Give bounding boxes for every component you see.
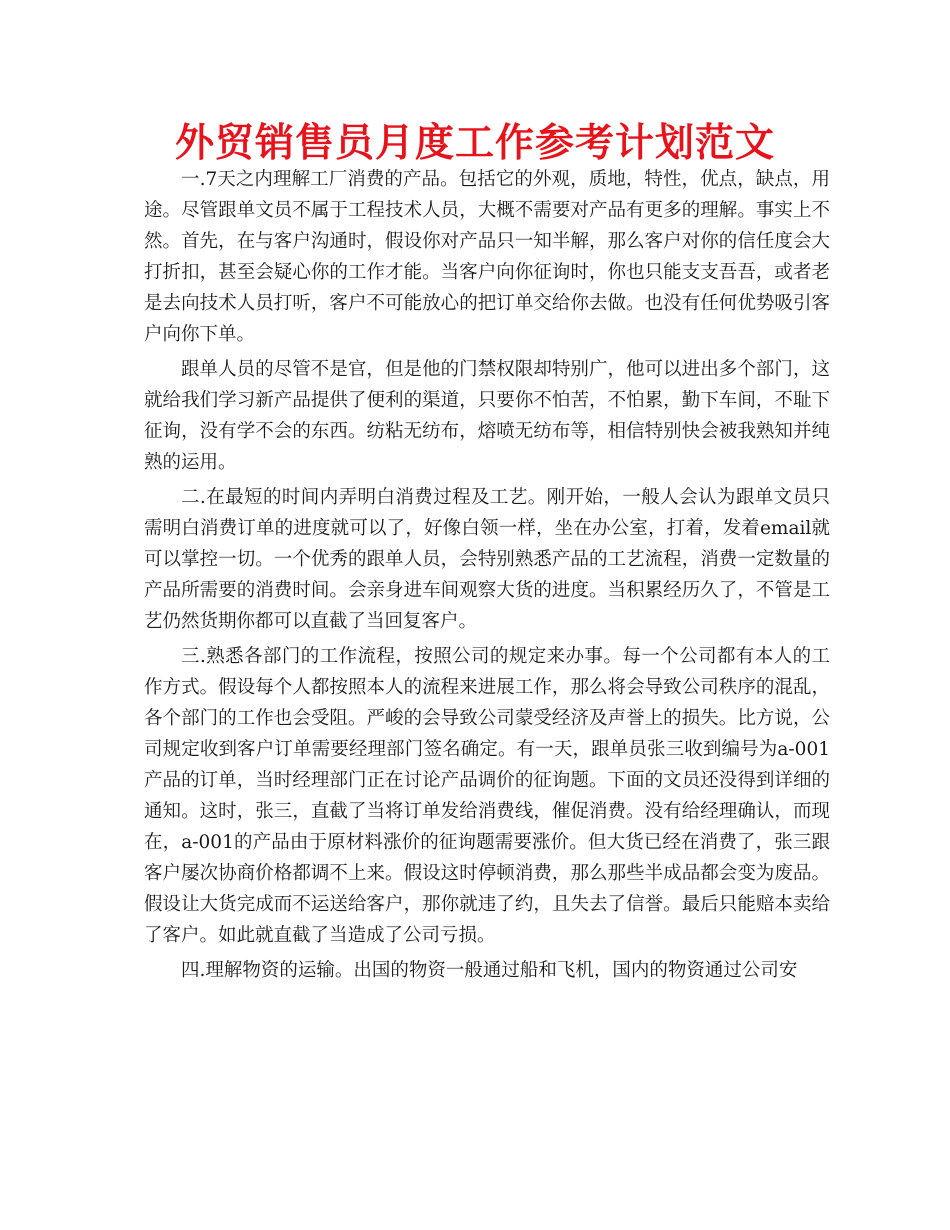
paragraph-3: 二.在最短的时间内弄明白消费过程及工艺。刚开始，一般人会认为跟单文员只需明白消费订单的进度就可以了，好像白领一样，坐在办公室，打着，发着email就可以掌控一切。一个优秀的跟单人员，会特别熟悉产品的工艺流程，消费一定数量的产品所需要的消费时间。会亲身进车间观察大货的进度。当积累经历久了，不管是工艺仍然货期你都可以直截了当回复客户。 xyxy=(144,487,830,632)
paragraph-4: 三.熟悉各部门的工作流程，按照公司的规定来办事。每一个公司都有本人的工作方式。假设每个人都按照本人的流程来进展工作，那么将会导致公司秩序的混乱，各个部门的工作也会受阻。严峻的会导致公司蒙受经济及声誉上的损失。比方说，公司规定收到客户订单需要经理部门签名确定。有一天，跟单员张三收到编号为a-001产品的订单，当时经理部门正在讨论产品调价的征询题。下面的文员还没得到详细的通知。这时，张三，直截了当将订单发给消费线，催促消费。没有给经理确认，而现在，a-001的产品由于原材料涨价的征询题需要涨价。但大货已经在消费了，张三跟客户屡次协商价格都调不上来。假设这时停顿消费，那么那些半成品都会变为废品。假设让大货完成而不运送给客户，那你就违了约，且失去了信誉。最后只能赔本卖给了客户。如此就直截了当造成了公司亏损。 xyxy=(144,646,830,946)
paragraph-5: 四.理解物资的运输。出国的物资一般通过船和飞机，国内的物资通过公司安 xyxy=(181,960,798,981)
document-title: 外贸销售员月度工作参考计划范文 xyxy=(174,121,775,166)
paragraph-1: 一.7天之内理解工厂消费的产品。包括它的外观，质地，特性，优点，缺点，用途。尽管跟单文员不属于工程技术人员，大概不需要对产品有更多的理解。事实上不然。首先，在与客户沟通时，假设你对产品只一知半解，那么客户对你的信任度会大打折扣，甚至会疑心你的工作才能。当客户向你征询时，你也只能支支吾吾，或者老是去向技术人员打听，客户不可能放心的把订单交给你去做。也没有任何优势吸引客户向你下单。 xyxy=(144,169,830,345)
document-body xyxy=(144,164,830,990)
paragraph-2: 跟单人员的尽管不是官，但是他的门禁权限却特别广，他可以进出多个部门，这就给我们学习新产品提供了便利的渠道，只要你不怕苦，不怕累，勤下车间，不耻下征询，没有学不会的东西。纺粘无纺布，熔喷无纺布等，相信特别快会被我熟知并纯熟的运用。 xyxy=(144,359,830,473)
